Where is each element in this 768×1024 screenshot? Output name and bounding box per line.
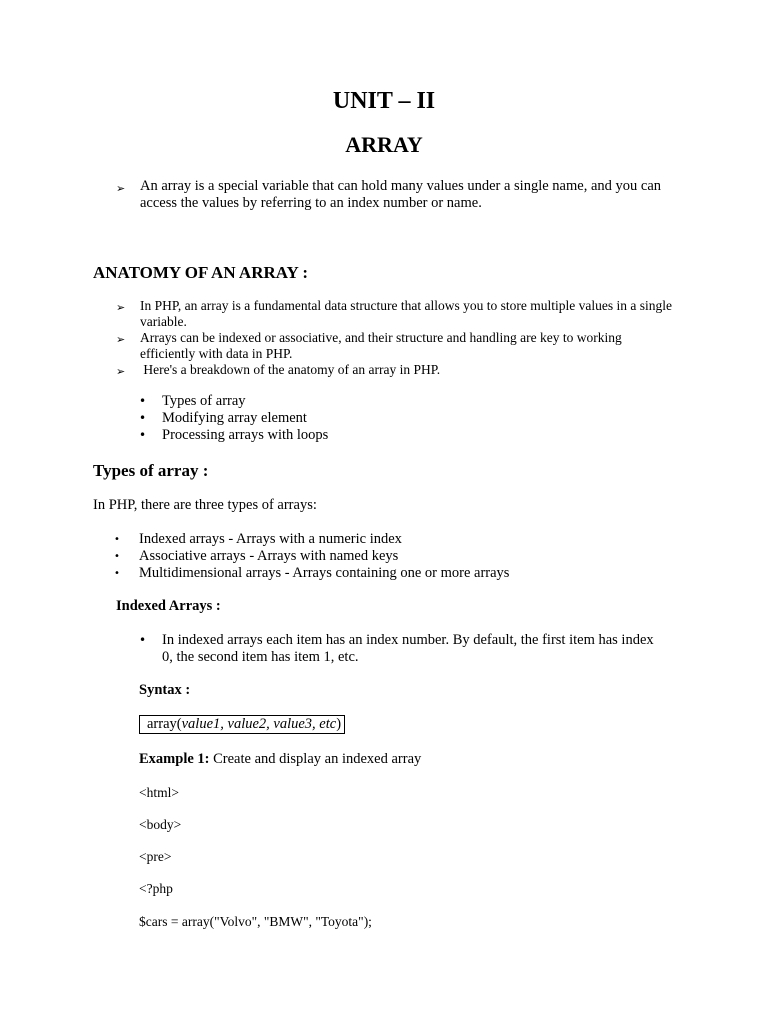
- anatomy-topics: [139, 393, 328, 444]
- anatomy-points: [116, 298, 676, 380]
- arrow-bullet-icon: ➢: [116, 301, 126, 314]
- syntax-box: array(value1, value2, value3, etc): [139, 715, 345, 734]
- arrow-bullet-icon: ➢: [116, 333, 126, 346]
- anatomy-point: ➢ In PHP, an array is a fundamental data structure that allows you to store multiple values in a single variable.: [116, 298, 672, 329]
- intro-text: An array is a special variable that can hold many values under a single name, and you can access the values by referring to an index number or name.: [140, 178, 662, 211]
- indexed-heading: Indexed Arrays :: [116, 598, 221, 614]
- array-title: ARRAY: [345, 132, 423, 157]
- list-item: • Processing arrays with loops: [139, 427, 329, 443]
- code-line: <pre>: [139, 849, 172, 864]
- types-list: [114, 531, 509, 582]
- list-item: • Types of array: [139, 393, 246, 409]
- code-line: <body>: [139, 817, 182, 832]
- bullet-icon: •: [114, 568, 120, 579]
- bullet-icon: •: [139, 633, 147, 647]
- bullet-icon: •: [139, 428, 147, 442]
- syntax-args: value1, value2, value3, etc: [181, 716, 337, 732]
- types-intro: In PHP, there are three types of arrays:: [93, 497, 317, 513]
- list-item: • Modifying array element: [139, 410, 307, 426]
- code-line: <html>: [139, 785, 179, 800]
- arrow-bullet-icon: ➢: [116, 182, 126, 195]
- arrow-bullet-icon: ➢: [116, 365, 126, 378]
- unit-title: UNIT – II: [332, 88, 436, 114]
- list-item: • Associative arrays - Arrays with named keys: [114, 548, 399, 564]
- types-heading: Types of array :: [93, 461, 209, 480]
- anatomy-point: ➢ Here's a breakdown of the anatomy of an array in PHP.: [116, 362, 441, 378]
- bullet-icon: •: [139, 394, 147, 408]
- anatomy-heading: ANATOMY OF AN ARRAY :: [93, 263, 309, 282]
- bullet-icon: •: [114, 551, 120, 562]
- intro-point: [116, 178, 676, 212]
- indexed-description: • In indexed arrays each item has an index number. By default, the first item has index 0, the second item has item 1, etc.: [139, 632, 654, 665]
- example-text: Create and display an indexed array: [209, 751, 422, 767]
- anatomy-point: ➢ Arrays can be indexed or associative, and their structure and handling are key to working efficiently with data in PHP.: [116, 330, 622, 361]
- syntax-label: Syntax :: [139, 682, 191, 698]
- list-item: • Multidimensional arrays - Arrays containing one or more arrays: [114, 565, 510, 581]
- bullet-icon: •: [139, 411, 147, 425]
- code-line: <?php: [139, 881, 173, 896]
- code-line: $cars = array("Volvo", "BMW", "Toyota");: [139, 914, 372, 929]
- list-item: • Indexed arrays - Arrays with a numeric index: [114, 531, 402, 547]
- example-label: Example 1:: [139, 751, 210, 767]
- example-line: [139, 751, 421, 768]
- bullet-icon: •: [114, 534, 120, 545]
